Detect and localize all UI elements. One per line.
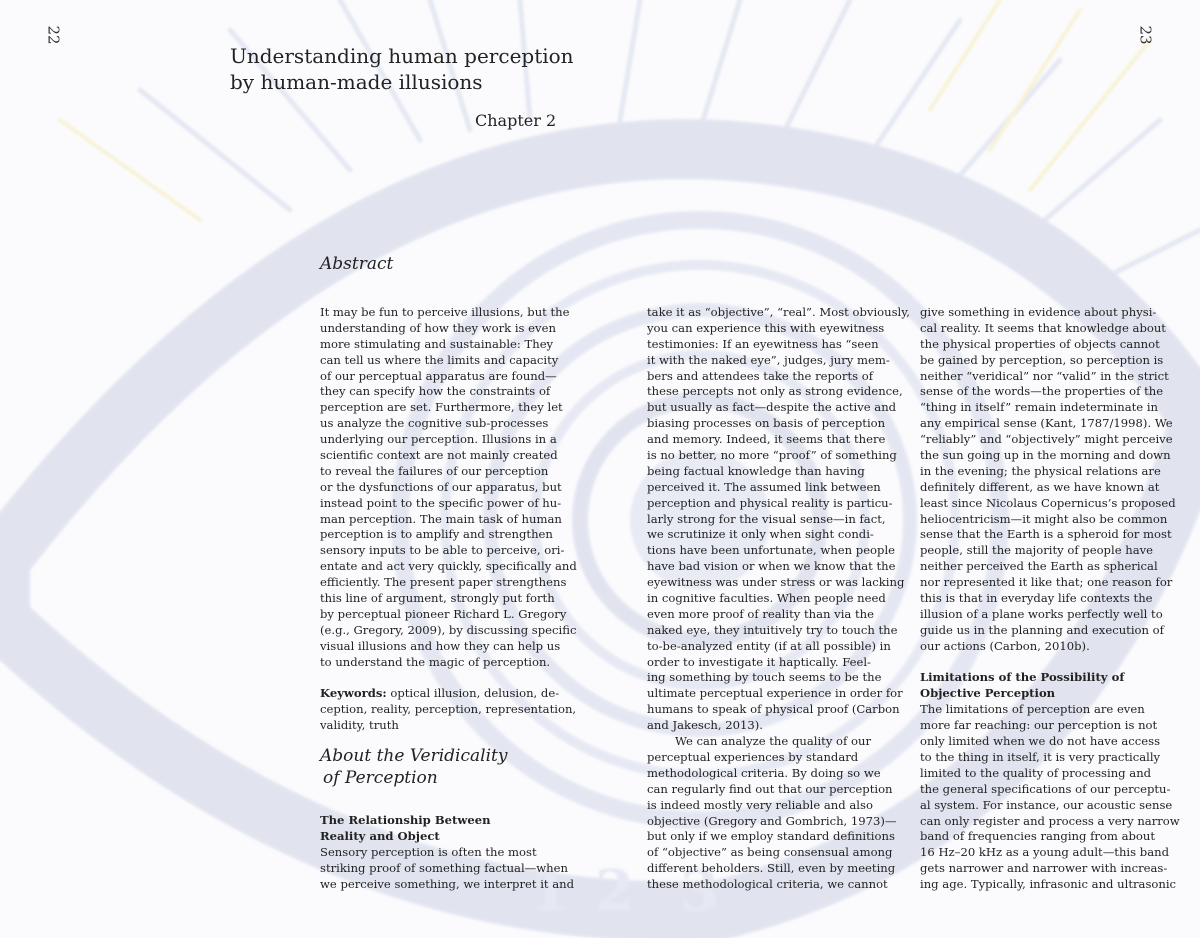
body-line: our actions (Carbon, 2010b). xyxy=(920,638,1090,653)
abstract-line: can tell us where the limits and capacity xyxy=(320,352,559,367)
subheading-line: Reality and Object xyxy=(320,828,440,843)
abstract-line: visual illusions and how they can help us xyxy=(320,638,561,653)
keywords-label: Keywords: xyxy=(320,686,387,701)
body-line: neither “veridical” nor “valid” in the strict xyxy=(920,368,1169,383)
keywords-line xyxy=(320,686,565,702)
body-line: to-be-analyzed entity (if at all possible) in xyxy=(647,638,891,653)
abstract-line: to understand the magic of perception. xyxy=(320,654,551,669)
svg-text:3: 3 xyxy=(680,858,719,924)
body-line: 16 Hz–20 kHz as a young adult—this band xyxy=(920,845,1169,860)
body-line: limited to the quality of processing and xyxy=(920,765,1152,780)
paragraph-gap xyxy=(920,655,1175,671)
body-line: the sun going up in the morning and down xyxy=(920,448,1171,463)
keywords-line: ception, reality, perception, representation, xyxy=(320,702,577,717)
body-line: ing something by touch seems to be the xyxy=(647,670,882,685)
text-column-right xyxy=(920,305,1180,893)
body-line: have bad vision or when we know that the xyxy=(647,559,896,574)
page-number-left: 22 xyxy=(44,25,63,45)
subheading-line: The Relationship Between xyxy=(320,813,491,828)
body-line: striking proof of something factual—when xyxy=(320,860,568,875)
abstract-line: by perceptual pioneer Richard L. Gregory xyxy=(320,606,567,621)
body-line: nor represented it like that; one reason for xyxy=(920,575,1173,590)
body-line: being factual knowledge than having xyxy=(647,463,865,478)
body-line: the general specifications of our perceptu- xyxy=(920,781,1171,796)
body-line: in cognitive faculties. When people need xyxy=(647,591,886,606)
abstract-line: perception are set. Furthermore, they let xyxy=(320,400,563,415)
body-line: band of frequencies ranging from about xyxy=(920,829,1156,844)
body-line: eyewitness was under stress or was lacking xyxy=(647,575,905,590)
body-line: and memory. Indeed, it seems that there xyxy=(647,432,886,447)
body-line: any empirical sense (Kant, 1787/1998). We xyxy=(920,416,1173,431)
abstract-line: understanding of how they work is even xyxy=(320,320,556,335)
body-line: but only if we employ standard definitions xyxy=(647,829,895,844)
body-line: perceptual experiences by standard xyxy=(647,749,859,764)
body-line: “reliably” and “objectively” might perceive xyxy=(920,432,1173,447)
body-line: definitely different, as we have known at xyxy=(920,479,1160,494)
paragraph-gap xyxy=(320,670,565,686)
subheading-line: Objective Perception xyxy=(920,686,1056,701)
body-line: take it as “objective”, “real”. Most obviously, xyxy=(647,305,910,319)
text-column-left xyxy=(320,305,577,893)
body-line: guide us in the planning and execution of xyxy=(920,622,1164,637)
body-line: these methodological criteria, we cannot xyxy=(647,877,888,892)
body-line: Sensory perception is often the most xyxy=(320,844,537,859)
body-line: the physical properties of objects cannot xyxy=(920,336,1160,351)
svg-text:1: 1 xyxy=(530,858,569,924)
body-line: but usually as fact—despite the active and xyxy=(647,400,897,415)
abstract-line: underlying our perception. Illusions in a xyxy=(320,432,557,447)
body-line: be gained by perception, so perception is xyxy=(920,352,1164,367)
abstract-line: man perception. The main task of human xyxy=(320,511,562,526)
abstract-line: or the dysfunctions of our apparatus, but xyxy=(320,479,562,494)
body-line: of “objective” as being consensual among xyxy=(647,845,893,860)
abstract-line: It may be fun to perceive illusions, but the xyxy=(320,305,570,319)
body-line: testimonies: If an eyewitness has “seen xyxy=(647,336,879,351)
body-line: tions have been unfortunate, when people xyxy=(647,543,896,558)
abstract-line: entate and act very quickly, specifically and xyxy=(320,559,577,574)
chapter-title xyxy=(230,43,590,95)
body-line: bers and attendees take the reports of xyxy=(647,368,874,383)
keywords-text: optical illusion, delusion, de- xyxy=(386,686,560,701)
body-line: is indeed mostly very reliable and also xyxy=(647,797,873,812)
body-line: neither perceived the Earth as spherical xyxy=(920,559,1158,574)
body-line: order to investigate it haptically. Feel- xyxy=(647,654,871,669)
body-line: give something in evidence about physi- xyxy=(920,305,1157,319)
text-column-middle xyxy=(647,305,910,893)
abstract-line: scientific context are not mainly created xyxy=(320,448,558,463)
body-line: gets narrower and narrower with increas- xyxy=(920,861,1168,876)
abstract-line: instead point to the specific power of hu- xyxy=(320,495,562,510)
body-line: these percepts not only as strong evidence, xyxy=(647,384,903,399)
body-line: can regularly find out that our perception xyxy=(647,781,893,796)
abstract-line: to reveal the failures of our perception xyxy=(320,463,549,478)
veridicality-heading xyxy=(320,745,580,789)
chapter-title-line: Understanding human perception xyxy=(230,44,574,68)
veridicality-heading-line: of Perception xyxy=(323,768,438,788)
abstract-line: they can specify how the constraints of xyxy=(320,384,551,399)
keywords-line: validity, truth xyxy=(320,718,399,733)
body-line: is no better, no more “proof” of something xyxy=(647,448,897,463)
body-line: larly strong for the visual sense—in fact, xyxy=(647,511,886,526)
body-line: al system. For instance, our acoustic sense xyxy=(920,797,1173,812)
body-line: We can analyze the quality of our xyxy=(675,734,872,749)
body-line: sense that the Earth is a spheroid for most xyxy=(920,527,1172,542)
body-line: The limitations of perception are even xyxy=(920,702,1145,717)
abstract-line: perception is to amplify and strengthen xyxy=(320,527,553,542)
body-line: it with the naked eye”, judges, jury mem- xyxy=(647,352,890,367)
body-line: perceived it. The assumed link between xyxy=(647,479,881,494)
body-line: least since Nicolaus Copernicus’s proposed xyxy=(920,495,1176,510)
body-line: can only register and process a very narrow xyxy=(920,813,1180,828)
body-line: methodological criteria. By doing so we xyxy=(647,765,881,780)
abstract-line: sensory inputs to be able to perceive, ori- xyxy=(320,543,565,558)
body-line: ultimate perceptual experience in order for xyxy=(647,686,903,701)
chapter-label: Chapter 2 xyxy=(475,111,557,130)
body-line: “thing in itself” remain indeterminate in xyxy=(920,400,1158,415)
body-line: different beholders. Still, even by meeting xyxy=(647,861,896,876)
body-line: naked eye, they intuitively try to touch the xyxy=(647,622,898,637)
abstract-line: of our perceptual apparatus are found— xyxy=(320,368,557,383)
veridicality-heading-line: About the Veridicality xyxy=(320,746,508,766)
abstract-heading: Abstract xyxy=(320,254,394,274)
body-line: cal reality. It seems that knowledge about xyxy=(920,320,1166,335)
body-line: objective (Gregory and Gombrich, 1973)— xyxy=(647,813,897,828)
svg-text:2: 2 xyxy=(595,858,634,924)
subheading-line: Limitations of the Possibility of xyxy=(920,670,1125,685)
body-line: people, still the majority of people have xyxy=(920,543,1154,558)
body-line: sense of the words—the properties of the xyxy=(920,384,1164,399)
page-number-right: 23 xyxy=(1136,25,1155,45)
body-line: even more proof of reality than via the xyxy=(647,606,875,621)
body-line: to the thing in itself, it is very practically xyxy=(920,749,1161,764)
body-line: in the evening; the physical relations are xyxy=(920,463,1161,478)
abstract-line: (e.g., Gregory, 2009), by discussing specific xyxy=(320,622,577,637)
abstract-line: efficiently. The present paper strengthens xyxy=(320,575,567,590)
body-line: humans to speak of physical proof (Carbon xyxy=(647,702,900,717)
abstract-line: us analyze the cognitive sub-processes xyxy=(320,416,549,431)
body-line: we perceive something, we interpret it and xyxy=(320,876,575,891)
body-line: ing age. Typically, infrasonic and ultrasonic xyxy=(920,877,1177,892)
body-line: illusion of a plane works perfectly well to xyxy=(920,606,1163,621)
body-line: we scrutinize it only when sight condi- xyxy=(647,527,874,542)
abstract-line: this line of argument, strongly put forth xyxy=(320,591,555,606)
body-line: more far reaching: our perception is not xyxy=(920,718,1158,733)
chapter-title-line: by human-made illusions xyxy=(230,70,483,94)
body-line: and Jakesch, 2013). xyxy=(647,718,763,733)
body-line: you can experience this with eyewitness xyxy=(647,320,885,335)
body-line: this is that in everyday life contexts the xyxy=(920,591,1153,606)
body-line: heliocentricism—it might also be common xyxy=(920,511,1168,526)
body-line: biasing processes on basis of perception xyxy=(647,416,886,431)
abstract-line: more stimulating and sustainable: They xyxy=(320,336,554,351)
body-line: only limited when we do not have access xyxy=(920,734,1161,749)
body-line: perception and physical reality is particu- xyxy=(647,495,893,510)
